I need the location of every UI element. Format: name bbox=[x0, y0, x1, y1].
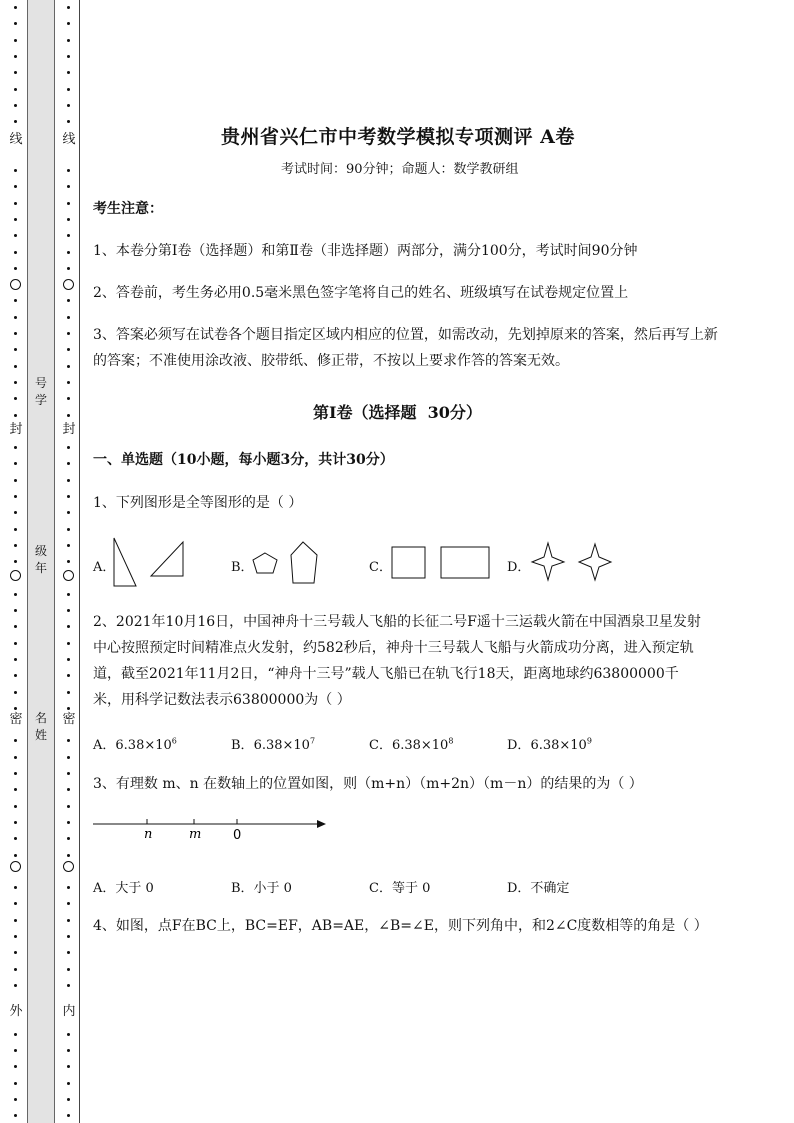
q2-option-d: D．$6.38\times 10^9$ bbox=[507, 736, 592, 753]
inner-dot bbox=[67, 332, 70, 335]
binding-line bbox=[79, 0, 80, 1123]
label-m: m bbox=[189, 827, 202, 842]
q1-option-a-label: A． bbox=[93, 560, 116, 575]
inner-dot bbox=[67, 365, 70, 368]
inner-dot bbox=[67, 805, 70, 808]
student-info-band bbox=[27, 0, 55, 1123]
outer-dot bbox=[14, 593, 17, 596]
outer-seal-char: 封 bbox=[9, 422, 23, 437]
notice-item-2: 2、答卷前，考生务必用0.5毫米黑色签字笔将自己的姓名、班级填写在试卷规定位置上 bbox=[93, 285, 629, 301]
outer-dot bbox=[14, 365, 17, 368]
outer-dot bbox=[14, 299, 17, 302]
inner-cut-circle bbox=[63, 861, 74, 872]
outer-dot bbox=[14, 691, 17, 694]
outer-dot bbox=[14, 55, 17, 58]
outer-seal-char: 外 bbox=[9, 1004, 23, 1019]
outer-dot bbox=[14, 462, 17, 465]
outer-seal-char: 线 bbox=[9, 132, 23, 147]
outer-dot bbox=[14, 919, 17, 922]
outer-dot bbox=[14, 1033, 17, 1036]
outer-dot bbox=[14, 267, 17, 270]
label-zero: 0 bbox=[233, 828, 242, 843]
inner-dot bbox=[67, 414, 70, 417]
number-line-arrow bbox=[317, 820, 326, 828]
inner-dot bbox=[67, 55, 70, 58]
outer-dot bbox=[14, 169, 17, 172]
outer-dot bbox=[14, 707, 17, 710]
outer-dot bbox=[14, 968, 17, 971]
outer-dot bbox=[14, 625, 17, 628]
outer-dot bbox=[14, 218, 17, 221]
outer-dot bbox=[14, 674, 17, 677]
inner-dot bbox=[67, 1049, 70, 1052]
question-2-line-1: 2、2021年10月16日，中国神舟十三号载人飞船的长征二号F遥十三运载火箭在中国酒泉卫星发射 bbox=[93, 614, 701, 630]
question-3-text: 3、有理数 m、n 在数轴上的位置如图，则（m+n）（m+2n）（m－n）的结果的为（ ） bbox=[93, 776, 643, 792]
inner-seal-char: 封 bbox=[62, 422, 76, 437]
outer-dot bbox=[14, 495, 17, 498]
inner-dot bbox=[67, 267, 70, 270]
inner-dot bbox=[67, 544, 70, 547]
inner-dot bbox=[67, 691, 70, 694]
outer-dot bbox=[14, 381, 17, 384]
inner-dot bbox=[67, 120, 70, 123]
inner-dot bbox=[67, 609, 70, 612]
q1-d-star-2 bbox=[579, 544, 611, 580]
outer-dot bbox=[14, 951, 17, 954]
outer-dot bbox=[14, 251, 17, 254]
inner-dot bbox=[67, 707, 70, 710]
inner-dot bbox=[67, 739, 70, 742]
name-field: 名 姓 bbox=[34, 711, 47, 742]
inner-dot bbox=[67, 251, 70, 254]
inner-dot bbox=[67, 104, 70, 107]
q1-b-pentagon-tall bbox=[291, 542, 317, 583]
outer-dot bbox=[14, 902, 17, 905]
outer-dot bbox=[14, 332, 17, 335]
outer-dot bbox=[14, 202, 17, 205]
inner-dot bbox=[67, 39, 70, 42]
inner-dot bbox=[67, 316, 70, 319]
inner-dot bbox=[67, 234, 70, 237]
outer-dot bbox=[14, 6, 17, 9]
q2-option-a: A．$6.38\times 10^6$ bbox=[93, 736, 177, 753]
outer-dot bbox=[14, 528, 17, 531]
q3-option-d: D．不确定 bbox=[507, 881, 570, 896]
outer-dot bbox=[14, 984, 17, 987]
outer-dot bbox=[14, 609, 17, 612]
label-n: n bbox=[144, 827, 153, 842]
q1-option-d-label: D． bbox=[507, 560, 531, 575]
question-4-text: 4、如图，点F在BC上，BC=EF，AB=AE，∠B=∠E，则下列角中，和2∠C度数相等的角是（ ） bbox=[93, 918, 708, 934]
inner-cut-circle bbox=[63, 279, 74, 290]
outer-dot bbox=[14, 397, 17, 400]
outer-dot bbox=[14, 821, 17, 824]
inner-dot bbox=[67, 772, 70, 775]
inner-dot bbox=[67, 919, 70, 922]
outer-dot bbox=[14, 854, 17, 857]
q3-option-c: C．等于 0 bbox=[369, 881, 431, 896]
outer-dot-column bbox=[9, 0, 23, 1123]
inner-dot bbox=[67, 1114, 70, 1117]
notice-heading: 考生注意： bbox=[93, 201, 163, 217]
outer-dot bbox=[14, 935, 17, 938]
outer-seal-char: 密 bbox=[9, 712, 23, 727]
q1-option-c-label: C． bbox=[369, 560, 392, 575]
q3-option-b: B．小于 0 bbox=[231, 881, 292, 896]
outer-dot bbox=[14, 1065, 17, 1068]
outer-dot bbox=[14, 658, 17, 661]
q1-c-square bbox=[392, 547, 425, 578]
inner-dot bbox=[67, 1082, 70, 1085]
question-2-line-3: 道，截至2021年11月2日，“神舟十三号”载人飞船已在轨飞行18天，距离地球约63800000千 bbox=[93, 666, 679, 682]
outer-cut-circle bbox=[10, 570, 21, 581]
inner-dot bbox=[67, 88, 70, 91]
inner-dot bbox=[67, 446, 70, 449]
inner-dot bbox=[67, 625, 70, 628]
outer-dot bbox=[14, 886, 17, 889]
outer-dot bbox=[14, 71, 17, 74]
outer-dot bbox=[14, 772, 17, 775]
inner-seal-char: 密 bbox=[62, 712, 76, 727]
q2-option-c: C．$6.38\times 10^8$ bbox=[369, 736, 454, 753]
outer-dot bbox=[14, 544, 17, 547]
q1-option-b-label: B． bbox=[231, 560, 254, 575]
outer-dot bbox=[14, 479, 17, 482]
outer-dot bbox=[14, 805, 17, 808]
notice-item-3-cont: 的答案；不准使用涂改液、胶带纸、修正带，不按以上要求作答的答案无效。 bbox=[93, 353, 569, 369]
inner-dot bbox=[67, 1033, 70, 1036]
outer-dot bbox=[14, 348, 17, 351]
q1-a-triangle-1 bbox=[114, 538, 136, 586]
outer-dot bbox=[14, 1082, 17, 1085]
inner-dot bbox=[67, 71, 70, 74]
outer-dot bbox=[14, 22, 17, 25]
inner-cut-circle bbox=[63, 570, 74, 581]
inner-dot bbox=[67, 185, 70, 188]
outer-dot bbox=[14, 120, 17, 123]
outer-dot bbox=[14, 1098, 17, 1101]
outer-dot bbox=[14, 756, 17, 759]
inner-dot bbox=[67, 658, 70, 661]
inner-dot bbox=[67, 479, 70, 482]
inner-dot bbox=[67, 511, 70, 514]
question-2-line-4: 米，用科学记数法表示63800000为（ ） bbox=[93, 692, 351, 708]
inner-dot bbox=[67, 935, 70, 938]
inner-dot bbox=[67, 1098, 70, 1101]
q1-c-rectangle bbox=[441, 547, 489, 578]
q3-option-a: A．大于 0 bbox=[93, 881, 154, 896]
inner-dot bbox=[67, 202, 70, 205]
outer-dot bbox=[14, 1114, 17, 1117]
outer-cut-circle bbox=[10, 861, 21, 872]
outer-dot bbox=[14, 739, 17, 742]
outer-dot bbox=[14, 446, 17, 449]
inner-seal-char: 线 bbox=[62, 132, 76, 147]
outer-dot bbox=[14, 1049, 17, 1052]
q1-a-triangle-2 bbox=[151, 542, 183, 576]
inner-dot bbox=[67, 348, 70, 351]
part-title: 一、单选题（10小题，每小题3分，共计30分） bbox=[93, 452, 394, 468]
inner-dot bbox=[67, 642, 70, 645]
inner-dot bbox=[67, 462, 70, 465]
inner-dot bbox=[67, 886, 70, 889]
outer-dot bbox=[14, 837, 17, 840]
exam-title: 贵州省兴仁市中考数学模拟专项测评 A卷 bbox=[221, 126, 575, 148]
outer-dot bbox=[14, 185, 17, 188]
outer-dot bbox=[14, 560, 17, 563]
inner-dot bbox=[67, 1065, 70, 1068]
student-id-field: 号 学 bbox=[34, 376, 47, 407]
grade-field: 级 年 bbox=[34, 544, 47, 575]
q1-d-star-1 bbox=[532, 543, 564, 580]
inner-dot bbox=[67, 495, 70, 498]
inner-dot bbox=[67, 560, 70, 563]
inner-dot bbox=[67, 821, 70, 824]
inner-dot bbox=[67, 854, 70, 857]
q1-b-pentagon-small bbox=[253, 553, 277, 573]
outer-dot bbox=[14, 88, 17, 91]
notice-item-3: 3、答案必须写在试卷各个题目指定区域内相应的位置，如需改动，先划掉原来的答案，然后再写上新 bbox=[93, 327, 718, 343]
inner-dot bbox=[67, 6, 70, 9]
question-2-line-2: 中心按照预定时间精准点火发射，约582秒后，神舟十三号载人飞船与火箭成功分离，进入预定轨 bbox=[93, 640, 694, 656]
section-title: 第I卷（选择题 30分） bbox=[313, 403, 482, 422]
inner-dot-column bbox=[62, 0, 76, 1123]
inner-dot bbox=[67, 381, 70, 384]
inner-dot bbox=[67, 756, 70, 759]
outer-dot bbox=[14, 316, 17, 319]
inner-dot bbox=[67, 674, 70, 677]
inner-dot bbox=[67, 528, 70, 531]
inner-dot bbox=[67, 968, 70, 971]
outer-dot bbox=[14, 511, 17, 514]
inner-dot bbox=[67, 788, 70, 791]
inner-dot bbox=[67, 984, 70, 987]
outer-dot bbox=[14, 642, 17, 645]
q2-option-b: B．$6.38\times 10^7$ bbox=[231, 736, 316, 753]
question-1-text: 1、下列图形是全等图形的是（ ） bbox=[93, 495, 303, 511]
outer-dot bbox=[14, 788, 17, 791]
notice-item-1: 1、本卷分第I卷（选择题）和第Ⅱ卷（非选择题）两部分，满分100分，考试时间90分钟 bbox=[93, 243, 638, 259]
exam-subtitle: 考试时间：90分钟；命题人：数学教研组 bbox=[281, 162, 519, 177]
outer-dot bbox=[14, 104, 17, 107]
inner-dot bbox=[67, 22, 70, 25]
inner-dot bbox=[67, 837, 70, 840]
binding-margin bbox=[0, 0, 94, 1123]
inner-seal-char: 内 bbox=[62, 1004, 76, 1019]
inner-dot bbox=[67, 951, 70, 954]
inner-dot bbox=[67, 593, 70, 596]
inner-dot bbox=[67, 299, 70, 302]
outer-cut-circle bbox=[10, 279, 21, 290]
inner-dot bbox=[67, 397, 70, 400]
q3-number-line bbox=[93, 810, 333, 846]
outer-dot bbox=[14, 234, 17, 237]
inner-dot bbox=[67, 902, 70, 905]
outer-dot bbox=[14, 414, 17, 417]
outer-dot bbox=[14, 39, 17, 42]
q1-figures bbox=[93, 530, 633, 590]
inner-dot bbox=[67, 218, 70, 221]
inner-dot bbox=[67, 169, 70, 172]
